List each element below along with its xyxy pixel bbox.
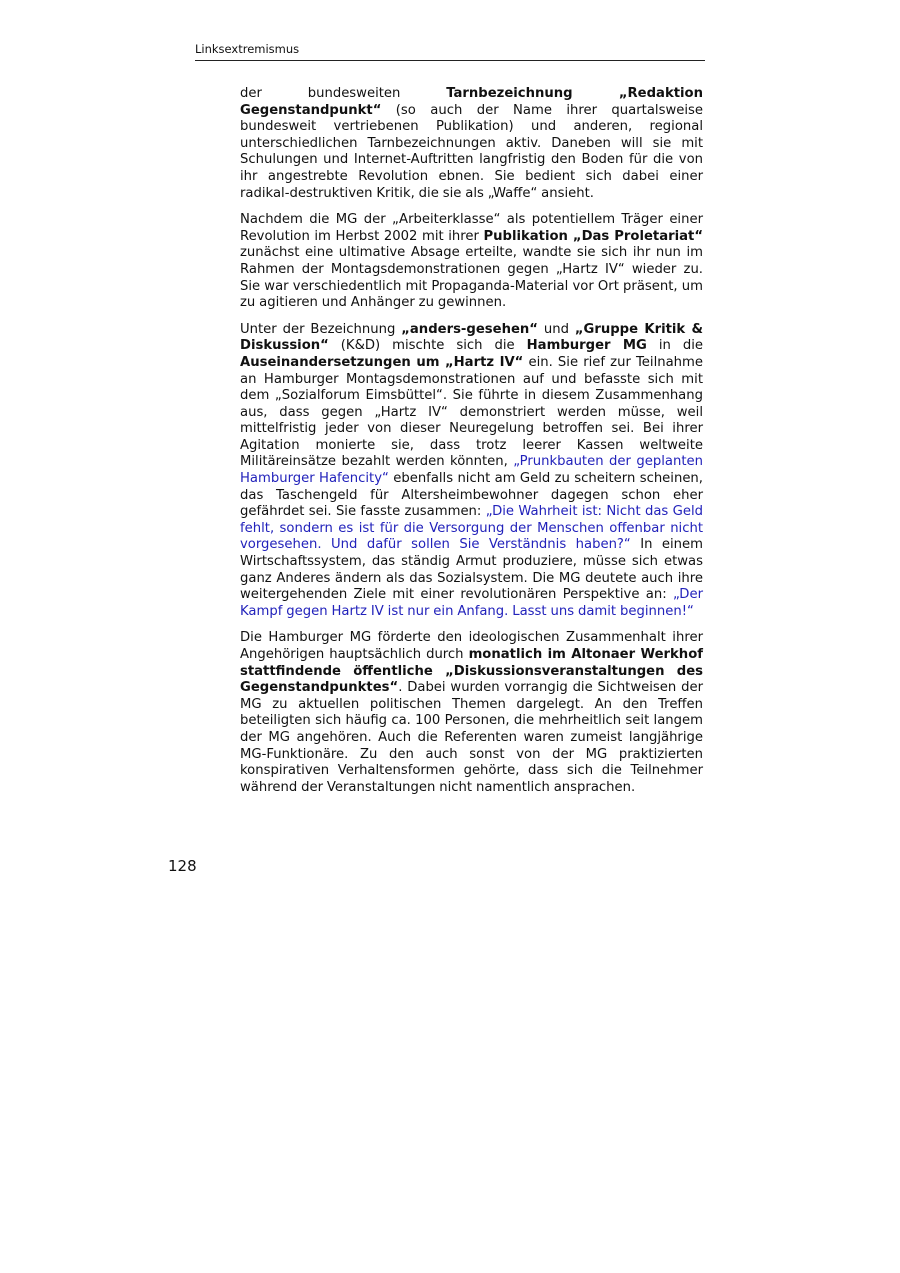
bold-run: Hamburger MG bbox=[526, 338, 647, 354]
text-run: ebenfalls nicht am Geld zu scheitern scheinen, das Taschengeld für Altersheimbewohner dagegen schon eher gefährdet sei. Sie fasste zusammen: bbox=[240, 471, 703, 520]
bold-run: „anders-gesehen“ bbox=[401, 321, 538, 337]
bold-run: Publikation „Das Proletariat“ bbox=[483, 228, 703, 244]
paragraph-4 bbox=[240, 630, 703, 796]
paragraph-2 bbox=[240, 212, 703, 312]
header-title: Linksextremismus bbox=[195, 42, 300, 56]
text-run: zunächst eine ultimative Absage erteilte, wandte sie sich ihr nun im Rahmen der Montagsdemonstrationen gegen „Hartz IV“ wieder zu. Sie war verschiedentlich mit Propaganda-Material vor Ort präsent, um zu agitieren und Anhänger zu gewinnen. bbox=[240, 245, 703, 311]
text-run: In einem Wirtschaftssystem, das ständig Armut produziere, müsse sich etwas ganz Anderes ändern als das Sozialsystem. Die MG deutete auch ihre weitergehenden Ziele mit einer revolutionären Perspektive an: bbox=[240, 537, 703, 603]
text-run: Nachdem die MG der „Arbeiterklasse“ als potentiellem Träger einer Revolution im Herbst 2002 mit ihrer bbox=[240, 212, 703, 244]
quote-run: „Der Kampf gegen Hartz IV ist nur ein Anfang. Lasst uns damit beginnen!“ bbox=[240, 587, 703, 619]
body-text bbox=[240, 86, 703, 806]
text-run: und bbox=[537, 321, 575, 337]
text-run: . Dabei wurden vorrangig die Sichtweisen der MG zu aktuellen politischen Themen dargelegt. An den Treffen beteiligten sich häufig ca. 100 Personen, die mehrheitlich seit langem der MG angehören. Auch die Referenten waren zumeist langjährige MG-Funktionäre. Zu den auch sonst von der MG praktizierten konspirativen Verhaltensformen gehörte, dass sich die Teilnehmer während der Veranstaltungen nicht namentlich ansprachen. bbox=[240, 680, 703, 795]
text-run: (K&D) mischte sich die bbox=[328, 338, 527, 354]
page-number: 128 bbox=[168, 857, 197, 875]
text-run: ein. Sie rief zur Teilnahme an Hamburger Montagsdemonstrationen auf und befasste sich mit dem „Sozialforum Eimsbüttel“. Sie führte in diesem Zusammenhang aus, dass gegen „Hartz IV“ demonstriert werden müsse, weil mittelfristig jeder von dieser Neuregelung betroffen sei. Bei ihrer Agitation monierte sie, dass trotz leerer Kassen weltweite Militäreinsätze bezahlt werden könnten, bbox=[240, 354, 703, 470]
bold-run: Tarnbezeichnung „Redaktion Gegenstandpunkt“ bbox=[240, 86, 703, 118]
text-run: der bundesweiten bbox=[240, 86, 447, 101]
bold-run: „Gruppe Kritik & Diskussion“ bbox=[240, 321, 703, 354]
quote-run: „Prunkbauten der geplanten Hamburger Hafencity“ bbox=[240, 454, 703, 487]
paragraph-1 bbox=[240, 86, 703, 202]
bold-run: Auseinandersetzungen um „Hartz IV“ bbox=[240, 354, 524, 370]
paragraph-3 bbox=[240, 322, 703, 621]
text-run: (so auch der Name ihrer quartalsweise bundesweit vertriebenen Publikation) und anderen, regional unterschiedlichen Tarnbezeichnungen aktiv. Daneben will sie mit Schulungen und Internet-Auftritten langfristig den Boden für die von ihr angestrebte Revolution ebnen. Sie bedient sich dabei einer radikal-destruktiven Kritik, die sie als „Waffe“ ansieht. bbox=[240, 102, 703, 201]
text-run: Unter der Bezeichnung bbox=[240, 321, 402, 337]
text-run: in die bbox=[646, 338, 703, 354]
running-header bbox=[195, 42, 705, 61]
quote-run: „Die Wahrheit ist: Nicht das Geld fehlt, sondern es ist für die Versorgung der Menschen offenbar nicht vorgesehen. Und dafür sollen Sie Verständnis haben?“ bbox=[240, 504, 704, 553]
text-run: Die Hamburger MG förderte den ideologischen Zusammenhalt ihrer Angehörigen hauptsächlich durch bbox=[240, 630, 703, 662]
bold-run: monatlich im Altonaer Werkhof stattfindende öffentliche „Diskussionsveranstaltungen des Gegenstandpunktes“ bbox=[240, 647, 703, 696]
